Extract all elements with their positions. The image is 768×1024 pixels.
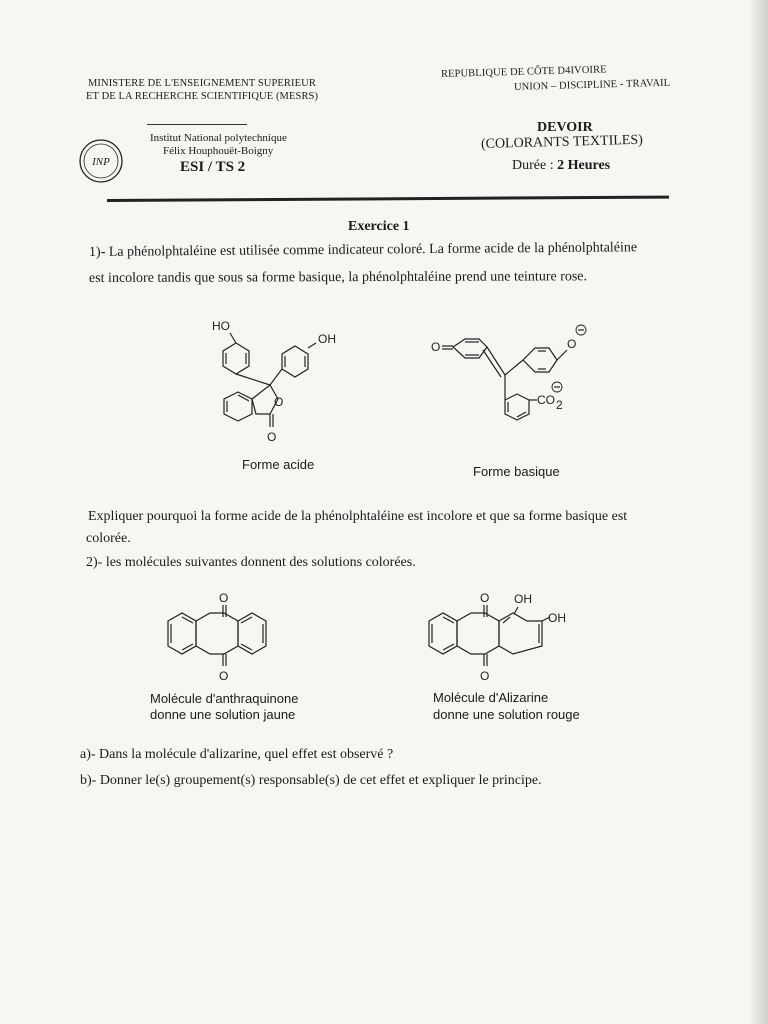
svg-text:O: O — [219, 669, 229, 683]
svg-text:OH: OH — [318, 332, 336, 346]
svg-text:O: O — [267, 430, 277, 444]
institute-line-1: Institut National polytechnique — [150, 132, 287, 144]
ministry-line-1: MINISTERE DE L'ENSEIGNEMENT SUPERIEUR — [88, 78, 316, 89]
svg-text:OH: OH — [548, 611, 566, 625]
phenolphthalein-acid-structure — [200, 315, 360, 445]
exam-duration: Durée : 2 Heures — [512, 158, 611, 173]
institute-logo — [78, 138, 124, 184]
basic-form-caption: Forme basique — [473, 464, 560, 479]
explain-line-1: Expliquer pourquoi la forme acide de la phénolphtaléine est incolore et que sa forme basique est — [88, 509, 628, 524]
explain-line-2: colorée. — [86, 531, 131, 546]
question-a: a)- Dans la molécule d'alizarine, quel effet est observé ? — [80, 747, 394, 762]
header-rule — [147, 124, 247, 125]
question-2-intro: 2)- les molécules suivantes donnent des solutions colorées. — [86, 555, 416, 570]
ministry-line-2: ET DE LA RECHERCHE SCIENTIFIQUE (MESRS) — [86, 91, 319, 102]
question-b: b)- Donner le(s) groupement(s) responsable(s) de cet effet et expliquer le principe. — [80, 773, 542, 788]
svg-text:O: O — [480, 669, 490, 683]
svg-text:O: O — [219, 591, 229, 605]
svg-text:CO: CO — [537, 393, 555, 407]
page-edge — [750, 0, 768, 1024]
anthraquinone-caption-2: donne une solution jaune — [150, 707, 296, 722]
svg-text:O: O — [480, 591, 490, 605]
title-divider — [107, 196, 669, 202]
anthraquinone-structure — [160, 590, 290, 690]
exam-title: DEVOIR — [537, 120, 593, 135]
republic-line-2: UNION – DISCIPLINE - TRAVAIL — [513, 77, 671, 93]
question-1-line-2: est incolore tandis que sous sa forme basique, la phénolphtaléine prend une teinture rose. — [88, 269, 588, 286]
alizarin-caption-2: donne une solution rouge — [433, 707, 580, 722]
svg-text:HO: HO — [212, 319, 230, 333]
svg-text:2: 2 — [556, 398, 563, 412]
svg-text:O: O — [274, 395, 284, 409]
acid-form-caption: Forme acide — [242, 457, 315, 472]
alizarin-caption-1: Molécule d'Alizarine — [433, 690, 549, 705]
alizarin-structure — [424, 590, 584, 690]
exercise-title: Exercice 1 — [348, 219, 410, 234]
question-1-line-1: 1)- La phénolphtaléine est utilisée comme indicateur coloré. La forme acide de la phénolphtaléine — [88, 240, 638, 260]
phenolphthalein-basic-structure — [425, 320, 605, 450]
anthraquinone-caption-1: Molécule d'anthraquinone — [150, 691, 299, 706]
svg-text:O: O — [567, 337, 577, 351]
exam-subject: (COLORANTS TEXTILES) — [480, 132, 644, 152]
svg-text:O: O — [431, 340, 441, 354]
class-label: ESI / TS 2 — [180, 159, 246, 175]
svg-text:OH: OH — [514, 592, 532, 606]
institute-line-2: Félix Houphouët-Boigny — [163, 145, 274, 157]
svg-text:INP: INP — [92, 156, 110, 168]
republic-line-1: REPUBLIQUE DE CÔTE D4IVOIRE — [440, 64, 607, 80]
